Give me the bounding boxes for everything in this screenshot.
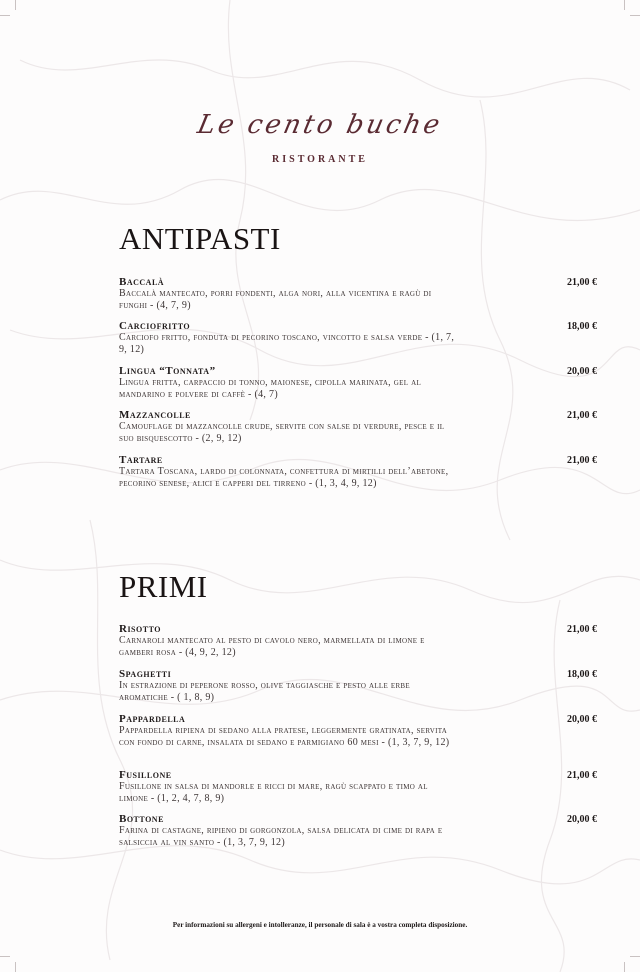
crop-mark bbox=[15, 962, 16, 972]
item-description: Farina di castagne, ripieno di gorgonzola, salsa delicata di cime di rapa e salsiccia al vin santo - (1, 3, 7, 9, 12) bbox=[119, 825, 443, 848]
menu-item bbox=[119, 366, 597, 400]
section-title-primi: PRIMI bbox=[119, 569, 208, 604]
crop-mark bbox=[624, 0, 625, 10]
item-name: Bottone bbox=[119, 813, 164, 825]
crop-mark bbox=[630, 15, 640, 16]
item-description: In estrazione di peperone rosso, olive taggiasche e pesto alle erbe aromatiche - ( 1, 8, 9) bbox=[119, 680, 410, 703]
item-name: Spaghetti bbox=[119, 668, 172, 680]
item-price: 18,00 € bbox=[567, 321, 597, 332]
item-name: Tartare bbox=[119, 454, 163, 466]
item-price: 21,00 € bbox=[567, 277, 597, 288]
menu-item bbox=[119, 455, 597, 489]
allergen-note: Per informazioni su allergeni e intolleranze, il personale di sala è a vostra completa disposizione. bbox=[172, 921, 468, 929]
restaurant-name: Le cento buche bbox=[194, 110, 446, 140]
item-description: Pappardella ripiena di sedano alla pratese, leggermente gratinata, servita con fondo di carne, insalata di sedano e parmigiano 60 mesi - (1, 3, 7, 9, 12) bbox=[119, 725, 450, 748]
item-description: Baccalà mantecato, porri fondenti, alga nori, alla vicentina e ragù di funghi - (4, 7, 9) bbox=[119, 288, 432, 311]
item-price: 21,00 € bbox=[567, 770, 597, 781]
item-price: 18,00 € bbox=[567, 669, 597, 680]
restaurant-logo bbox=[0, 108, 640, 165]
menu-item bbox=[119, 669, 597, 703]
crop-mark bbox=[0, 15, 10, 16]
menu-item bbox=[119, 814, 597, 848]
menu-item bbox=[119, 410, 597, 444]
item-price: 20,00 € bbox=[567, 814, 597, 825]
item-price: 20,00 € bbox=[567, 714, 597, 725]
menu-item bbox=[119, 770, 597, 804]
menu-item bbox=[119, 321, 597, 355]
item-name: Risotto bbox=[119, 623, 161, 635]
menu-item bbox=[119, 714, 597, 748]
crop-mark bbox=[630, 956, 640, 957]
item-description: Lingua fritta, carpaccio di tonno, maionese, cipolla marinata, gel al mandarino e polvere di caffè - (4, 7) bbox=[119, 377, 422, 400]
section-title-antipasti: ANTIPASTI bbox=[119, 221, 281, 256]
crop-mark bbox=[0, 956, 10, 957]
item-name: Pappardella bbox=[119, 713, 186, 725]
item-price: 21,00 € bbox=[567, 624, 597, 635]
item-name: Lingua “Tonnata” bbox=[119, 365, 216, 377]
item-price: 21,00 € bbox=[567, 455, 597, 466]
item-name: Mazzancolle bbox=[119, 409, 191, 421]
item-description: Tartara Toscana, lardo di colonnata, confettura di mirtilli dell’abetone, pecorino senese, alici e capperi del tirreno - (1, 3, 4, 9, 12) bbox=[119, 466, 449, 489]
item-description: Fusillone in salsa di mandorle e ricci di mare, ragù scappato e timo al limone - (1, 2, 4, 7, 8, 9) bbox=[119, 781, 428, 804]
item-name: Fusillone bbox=[119, 769, 172, 781]
crop-mark bbox=[15, 0, 16, 10]
item-name: Carciofritto bbox=[119, 320, 191, 332]
item-name: Baccalà bbox=[119, 276, 165, 288]
item-description: Camouflage di mazzancolle crude, servite con salse di verdure, pesce e il suo bisquescotto - (2, 9, 12) bbox=[119, 421, 445, 444]
restaurant-subtitle: RISTORANTE bbox=[272, 154, 368, 165]
item-price: 20,00 € bbox=[567, 366, 597, 377]
item-description: Carnaroli mantecato al pesto di cavolo nero, marmellata di limone e gamberi rosa - (4, 9, 2, 12) bbox=[119, 635, 425, 658]
menu-item bbox=[119, 624, 597, 658]
item-description: Carciofo fritto, fonduta di pecorino toscano, vincotto e salsa verde - (1, 7, 9, 12) bbox=[119, 332, 455, 355]
crop-mark bbox=[624, 962, 625, 972]
item-price: 21,00 € bbox=[567, 410, 597, 421]
menu-item bbox=[119, 277, 597, 311]
